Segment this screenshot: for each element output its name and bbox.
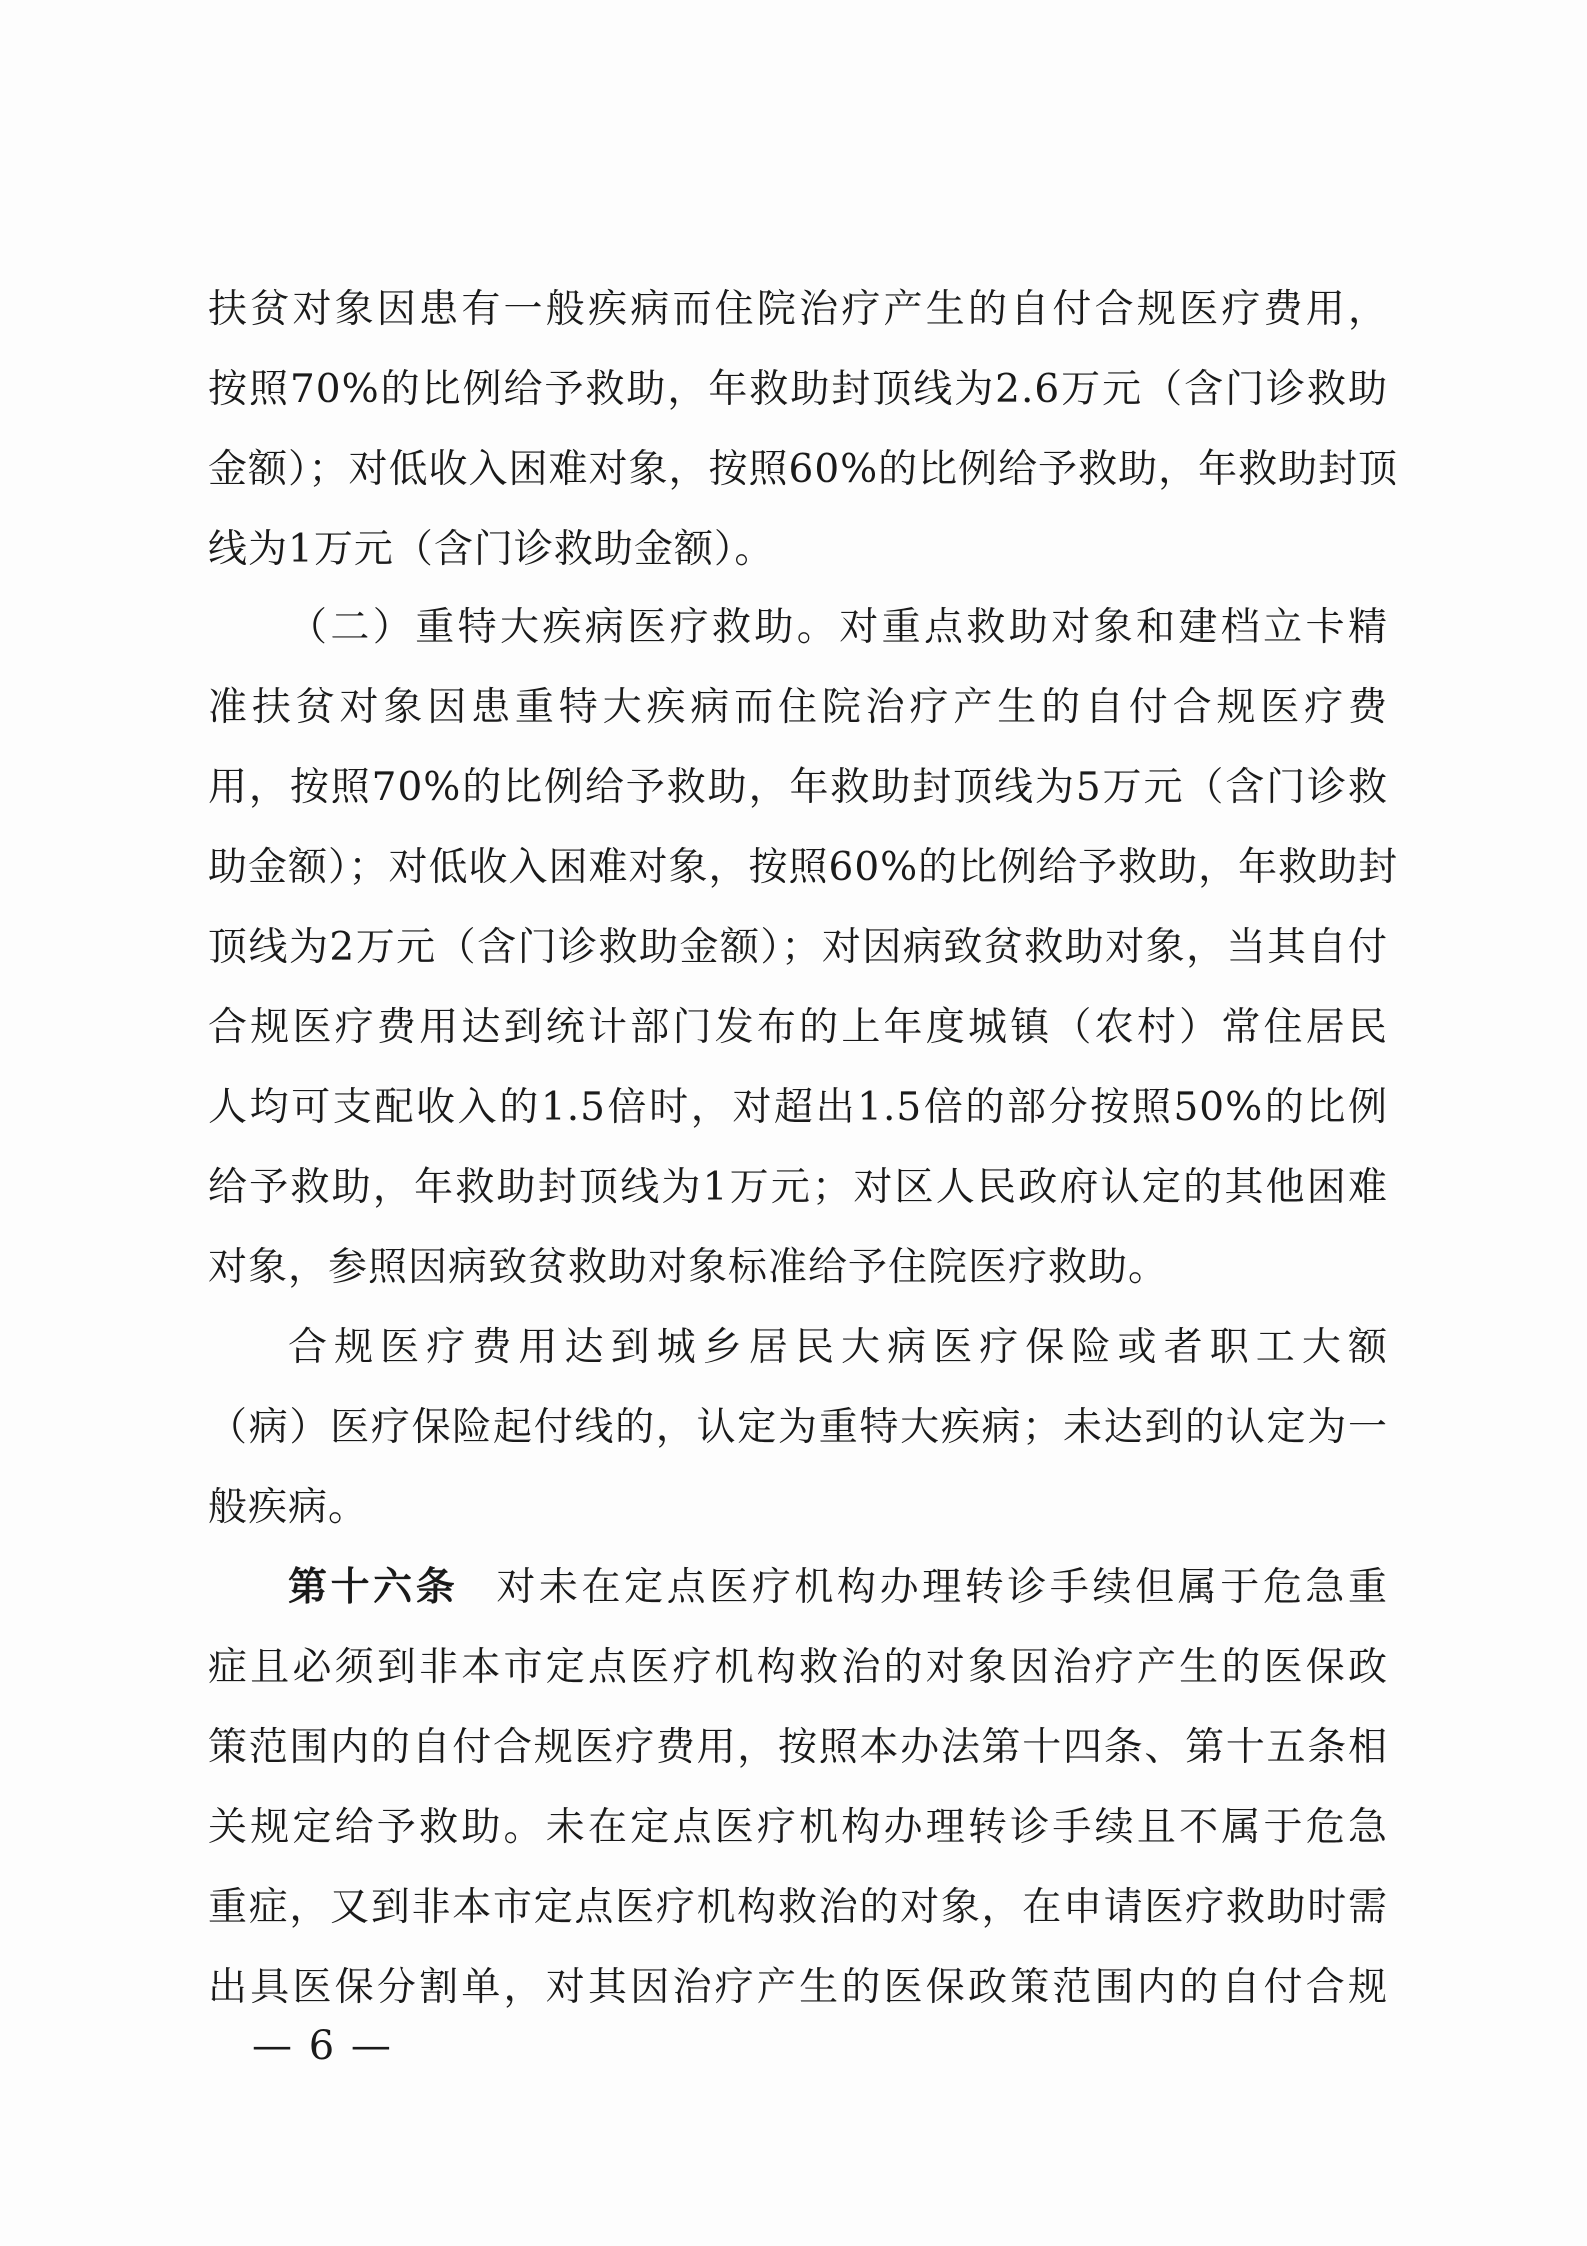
text-line: 人均可支配收入的1.5倍时，对超出1.5倍的部分按照50%的比例 — [208, 1085, 1388, 1130]
text-line: 症且必须到非本市定点医疗机构救治的对象因治疗产生的医保政 — [208, 1645, 1388, 1690]
article-16-first-line — [288, 1558, 1388, 1618]
text-line: 准扶贫对象因患重特大疾病而住院治疗产生的自付合规医疗费 — [208, 685, 1388, 730]
text-line: （病）医疗保险起付线的，认定为重特大疾病；未达到的认定为一 — [208, 1405, 1388, 1450]
text-line: 助金额）；对低收入困难对象，按照60%的比例给予救助，年救助封 — [208, 845, 1399, 890]
text-line: 给予救助，年救助封顶线为1万元；对区人民政府认定的其他困难 — [208, 1165, 1388, 1210]
text-line: 策范围内的自付合规医疗费用，按照本办法第十四条、第十五条相 — [208, 1725, 1388, 1770]
section-2-heading-line: （二）重特大疾病医疗救助。对重点救助对象和建档立卡精 — [288, 605, 1388, 650]
text-line: 线为1万元（含门诊救助金额）。 — [208, 527, 775, 572]
paragraph-first-line: 合规医疗费用达到城乡居民大病医疗保险或者职工大额 — [288, 1325, 1388, 1370]
text-line: 重症，又到非本市定点医疗机构救治的对象，在申请医疗救助时需 — [208, 1885, 1388, 1930]
text-line: 出具医保分割单，对其因治疗产生的医保政策范围内的自付合规 — [208, 1965, 1388, 2010]
text-line: 般疾病。 — [208, 1485, 369, 1530]
text-line: 对象，参照因病致贫救助对象标准给予住院医疗救助。 — [208, 1245, 1169, 1290]
page-number: — 6 — — [252, 2023, 393, 2069]
text-line: 用，按照70%的比例给予救助，年救助封顶线为5万元（含门诊救 — [208, 765, 1388, 810]
text-line: 顶线为2万元（含门诊救助金额）；对因病致贫救助对象，当其自付 — [208, 925, 1388, 970]
article-16-heading: 第十六条 — [288, 1565, 459, 1610]
article-16-text: 对未在定点医疗机构办理转诊手续但属于危急重 — [496, 1565, 1388, 1610]
text-line: 扶贫对象因患有一般疾病而住院治疗产生的自付合规医疗费用， — [208, 287, 1388, 332]
text-line: 关规定给予救助。未在定点医疗机构办理转诊手续且不属于危急 — [208, 1805, 1388, 1850]
text-line: 按照70%的比例给予救助，年救助封顶线为2.6万元（含门诊救助 — [208, 367, 1388, 412]
text-line: 金额）；对低收入困难对象，按照60%的比例给予救助，年救助封顶 — [208, 447, 1399, 492]
text-line: 合规医疗费用达到统计部门发布的上年度城镇（农村）常住居民 — [208, 1005, 1388, 1050]
